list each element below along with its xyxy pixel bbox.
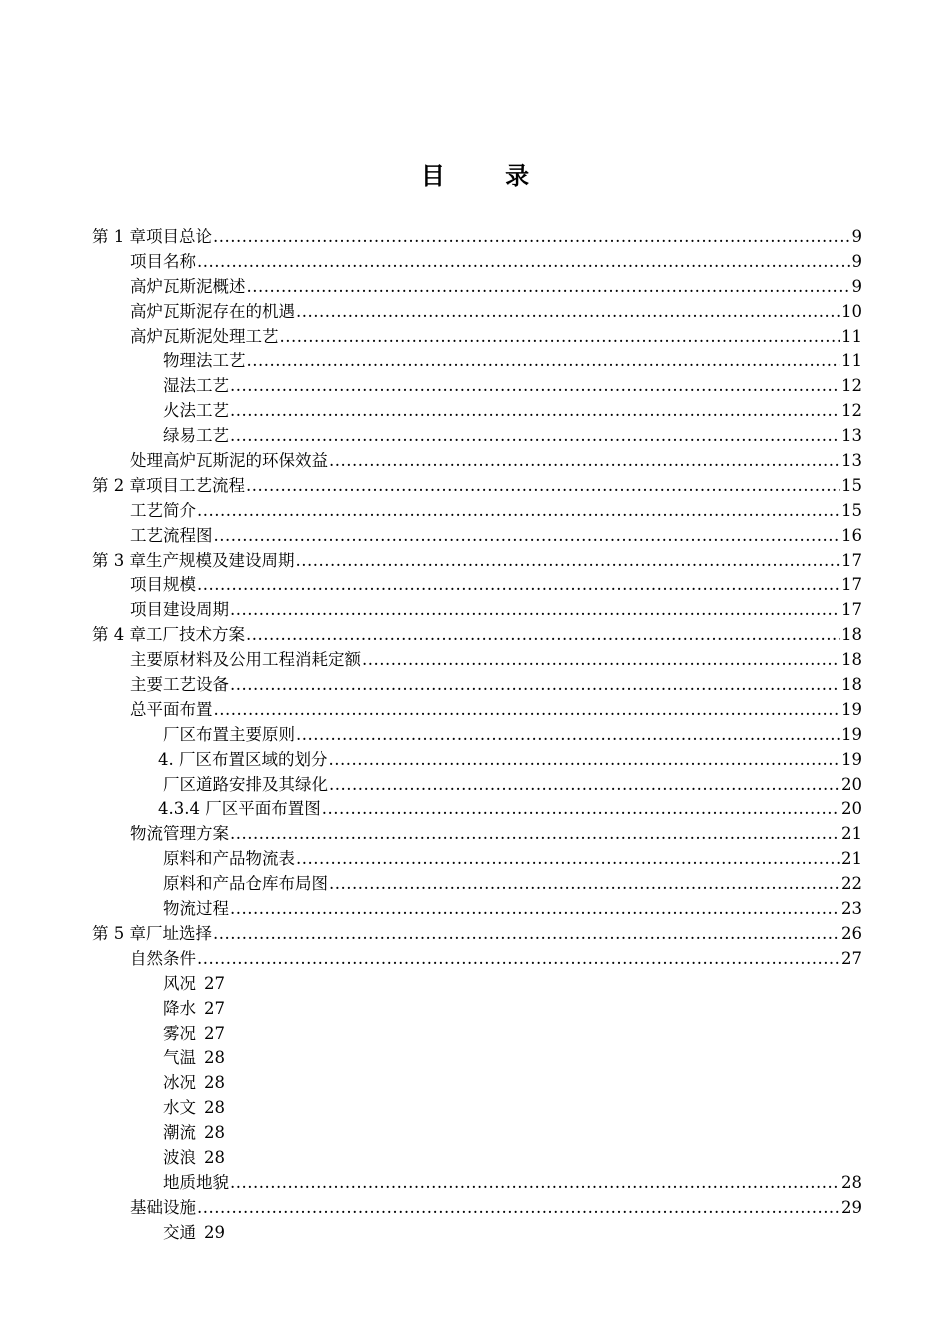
toc-page-number: 12 bbox=[841, 401, 862, 421]
toc-page-number: 20 bbox=[841, 799, 862, 819]
toc-entry-title: 主要工艺设备 bbox=[130, 675, 229, 695]
toc-entry-title: 物流过程 bbox=[163, 899, 229, 919]
toc-entry-title: 4.3.4 厂区平面布置图 bbox=[158, 799, 321, 819]
toc-dot-leader bbox=[296, 723, 840, 748]
toc-entry-title: 项目规模 bbox=[130, 575, 196, 595]
toc-page-number: 15 bbox=[841, 475, 862, 495]
toc-entry[interactable] bbox=[92, 399, 862, 424]
toc-entry[interactable] bbox=[92, 300, 862, 325]
toc-entry[interactable] bbox=[92, 374, 862, 399]
toc-page-number: 28 bbox=[841, 1172, 862, 1192]
toc-entry[interactable] bbox=[92, 524, 862, 549]
toc-page-number: 17 bbox=[841, 550, 862, 570]
toc-chapter-number: 第 1 章 bbox=[92, 227, 146, 246]
toc-page-number: 12 bbox=[841, 376, 862, 396]
toc-entry[interactable] bbox=[92, 250, 862, 275]
toc-page-number: 27 bbox=[204, 998, 225, 1018]
toc-page-number: 22 bbox=[841, 874, 862, 894]
toc-chapter-number: 第 2 章 bbox=[92, 475, 146, 495]
toc-page-number: 28 bbox=[204, 1147, 225, 1167]
toc-page-number: 9 bbox=[851, 251, 862, 271]
toc-entry[interactable] bbox=[92, 872, 862, 897]
toc-dot-leader bbox=[329, 449, 840, 474]
toc-entry[interactable] bbox=[92, 648, 862, 673]
toc-dot-leader bbox=[247, 275, 851, 300]
toc-entry[interactable] bbox=[92, 424, 862, 449]
toc-entry[interactable] bbox=[92, 499, 862, 524]
toc-entry-title: 主要原材料及公用工程消耗定额 bbox=[130, 650, 361, 670]
toc-entry-title: 项目建设周期 bbox=[130, 600, 229, 620]
toc-dot-leader bbox=[230, 399, 840, 424]
toc-entry-title: 项目工艺流程 bbox=[146, 475, 245, 495]
toc-page-number: 17 bbox=[841, 575, 862, 595]
toc-dot-leader bbox=[280, 325, 841, 350]
toc-entry[interactable] bbox=[92, 549, 862, 574]
toc-page-number: 19 bbox=[841, 724, 862, 744]
toc-entry-title: 气温 bbox=[163, 1048, 196, 1068]
toc-entry[interactable] bbox=[92, 723, 862, 748]
toc-page-number: 9 bbox=[851, 276, 862, 296]
toc-page-number: 13 bbox=[841, 451, 862, 471]
toc-chapter-number: 第 5 章 bbox=[92, 923, 146, 943]
toc-dot-leader bbox=[329, 748, 841, 773]
toc-entry[interactable] bbox=[92, 623, 862, 648]
toc-entry-title: 4. 厂区布置区域的划分 bbox=[158, 749, 328, 769]
toc-dot-leader bbox=[230, 374, 840, 399]
toc-dot-leader bbox=[246, 623, 840, 648]
toc-entry-title: 湿法工艺 bbox=[163, 376, 229, 396]
toc-entry[interactable] bbox=[92, 773, 862, 798]
toc-entry-title: 冰况 bbox=[163, 1073, 196, 1093]
toc-page-number: 28 bbox=[204, 1123, 225, 1143]
toc-entry[interactable] bbox=[92, 275, 862, 300]
toc-dot-leader bbox=[246, 474, 840, 499]
toc-entry[interactable] bbox=[92, 1121, 862, 1146]
toc-page-number: 15 bbox=[841, 500, 862, 520]
toc-page-number: 28 bbox=[204, 1048, 225, 1068]
toc-entry[interactable] bbox=[92, 822, 862, 847]
toc-entry[interactable] bbox=[92, 698, 862, 723]
toc-dot-leader bbox=[329, 773, 840, 798]
toc-page-number: 28 bbox=[204, 1098, 225, 1118]
toc-entry-title: 潮流 bbox=[163, 1123, 196, 1143]
toc-page-number: 17 bbox=[841, 600, 862, 620]
toc-entry[interactable] bbox=[92, 897, 862, 922]
table-of-contents bbox=[92, 225, 862, 1246]
toc-entry-title: 火法工艺 bbox=[163, 401, 229, 421]
toc-dot-leader bbox=[230, 1171, 840, 1196]
toc-page-number: 27 bbox=[204, 1023, 225, 1043]
toc-dot-leader bbox=[197, 250, 851, 275]
toc-entry-title: 厂址选择 bbox=[146, 923, 212, 943]
toc-entry[interactable] bbox=[92, 474, 862, 499]
toc-dot-leader bbox=[329, 872, 840, 897]
toc-entry-title: 物理法工艺 bbox=[163, 351, 246, 371]
toc-chapter-number: 第 4 章 bbox=[92, 625, 146, 645]
toc-entry[interactable] bbox=[92, 847, 862, 872]
toc-dot-leader bbox=[214, 524, 841, 549]
toc-entry[interactable] bbox=[92, 1196, 862, 1221]
toc-entry-title: 地质地貌 bbox=[163, 1172, 229, 1192]
toc-entry[interactable] bbox=[92, 748, 862, 773]
toc-page-number: 11 bbox=[841, 351, 862, 371]
toc-page-number: 20 bbox=[841, 774, 862, 794]
toc-entry[interactable] bbox=[92, 1046, 862, 1071]
toc-entry-title: 雾况 bbox=[163, 1023, 196, 1043]
toc-entry-title: 工艺流程图 bbox=[130, 525, 213, 545]
toc-page-number: 16 bbox=[841, 525, 862, 545]
toc-entry-title: 交通 bbox=[163, 1222, 196, 1242]
toc-page-number: 26 bbox=[841, 923, 862, 943]
toc-entry-title: 风况 bbox=[163, 973, 196, 993]
toc-entry[interactable] bbox=[92, 947, 862, 972]
toc-dot-leader bbox=[197, 947, 840, 972]
toc-entry-title: 厂区道路安排及其绿化 bbox=[163, 774, 328, 794]
toc-entry-title: 基础设施 bbox=[130, 1197, 196, 1217]
toc-dot-leader bbox=[197, 499, 840, 524]
toc-page-number: 13 bbox=[841, 426, 862, 446]
toc-entry[interactable] bbox=[92, 349, 862, 374]
toc-entry-title: 处理高炉瓦斯泥的环保效益 bbox=[130, 451, 328, 471]
toc-dot-leader bbox=[296, 847, 840, 872]
toc-entry-title: 绿易工艺 bbox=[163, 426, 229, 446]
toc-entry-title: 高炉瓦斯泥处理工艺 bbox=[130, 326, 279, 346]
toc-entry[interactable] bbox=[92, 598, 862, 623]
toc-page-number: 28 bbox=[204, 1073, 225, 1093]
toc-entry-title: 厂区布置主要原则 bbox=[163, 724, 295, 744]
toc-page-number: 19 bbox=[841, 749, 862, 769]
toc-dot-leader bbox=[230, 598, 840, 623]
toc-entry[interactable] bbox=[92, 1071, 862, 1096]
toc-page-number: 10 bbox=[841, 301, 862, 321]
toc-entry-title: 工艺简介 bbox=[130, 500, 196, 520]
toc-entry-title: 生产规模及建设周期 bbox=[146, 550, 295, 570]
toc-entry[interactable] bbox=[92, 797, 862, 822]
toc-page-number: 11 bbox=[841, 326, 862, 346]
toc-page-number: 29 bbox=[841, 1197, 862, 1217]
toc-dot-leader bbox=[213, 225, 851, 250]
toc-dot-leader bbox=[296, 300, 840, 325]
toc-dot-leader bbox=[230, 424, 840, 449]
toc-dot-leader bbox=[213, 922, 840, 947]
toc-page-number: 18 bbox=[841, 625, 862, 645]
toc-entry[interactable] bbox=[92, 673, 862, 698]
toc-entry[interactable] bbox=[92, 972, 862, 997]
toc-entry-title: 原料和产品物流表 bbox=[163, 849, 295, 869]
toc-entry-title: 项目名称 bbox=[130, 251, 196, 271]
toc-page-number: 27 bbox=[841, 948, 862, 968]
toc-entry-title: 高炉瓦斯泥概述 bbox=[130, 276, 246, 296]
toc-entry-title: 原料和产品仓库布局图 bbox=[163, 874, 328, 894]
toc-page-number: 9 bbox=[851, 227, 862, 246]
toc-dot-leader bbox=[230, 673, 840, 698]
toc-entry[interactable] bbox=[92, 1096, 862, 1121]
toc-entry[interactable] bbox=[92, 922, 862, 947]
toc-dot-leader bbox=[230, 897, 840, 922]
toc-page-number: 21 bbox=[841, 824, 862, 844]
toc-entry[interactable] bbox=[92, 997, 862, 1022]
toc-chapter-number: 第 3 章 bbox=[92, 550, 146, 570]
toc-entry[interactable] bbox=[92, 449, 862, 474]
toc-dot-leader bbox=[362, 648, 840, 673]
toc-entry[interactable] bbox=[92, 1146, 862, 1171]
toc-page-number: 27 bbox=[204, 973, 225, 993]
toc-dot-leader bbox=[214, 698, 841, 723]
toc-page-number: 19 bbox=[841, 699, 862, 719]
toc-dot-leader bbox=[197, 573, 840, 598]
toc-dot-leader bbox=[197, 1196, 840, 1221]
toc-entry-title: 工厂技术方案 bbox=[146, 625, 245, 645]
toc-dot-leader bbox=[230, 822, 840, 847]
toc-page-number: 18 bbox=[841, 675, 862, 695]
toc-page-number: 23 bbox=[841, 899, 862, 919]
toc-entry[interactable] bbox=[92, 225, 862, 250]
toc-entry-title: 物流管理方案 bbox=[130, 824, 229, 844]
toc-entry-title: 高炉瓦斯泥存在的机遇 bbox=[130, 301, 295, 321]
toc-entry-title: 水文 bbox=[163, 1098, 196, 1118]
toc-dot-leader bbox=[247, 349, 841, 374]
toc-entry-title: 波浪 bbox=[163, 1147, 196, 1167]
toc-entry-title: 总平面布置 bbox=[130, 699, 213, 719]
toc-entry-title: 降水 bbox=[163, 998, 196, 1018]
toc-page-number: 29 bbox=[204, 1222, 225, 1242]
toc-entry-title: 项目总论 bbox=[146, 227, 212, 246]
toc-page-number: 18 bbox=[841, 650, 862, 670]
toc-dot-leader bbox=[296, 549, 841, 574]
toc-title: 目 录 bbox=[420, 162, 556, 190]
toc-entry[interactable] bbox=[92, 1171, 862, 1196]
toc-entry[interactable] bbox=[92, 325, 862, 350]
toc-entry[interactable] bbox=[92, 573, 862, 598]
toc-dot-leader bbox=[322, 797, 840, 822]
toc-entry-title: 自然条件 bbox=[130, 948, 196, 968]
toc-entry[interactable] bbox=[92, 1022, 862, 1047]
toc-page-number: 21 bbox=[841, 849, 862, 869]
toc-entry[interactable] bbox=[92, 1221, 862, 1246]
